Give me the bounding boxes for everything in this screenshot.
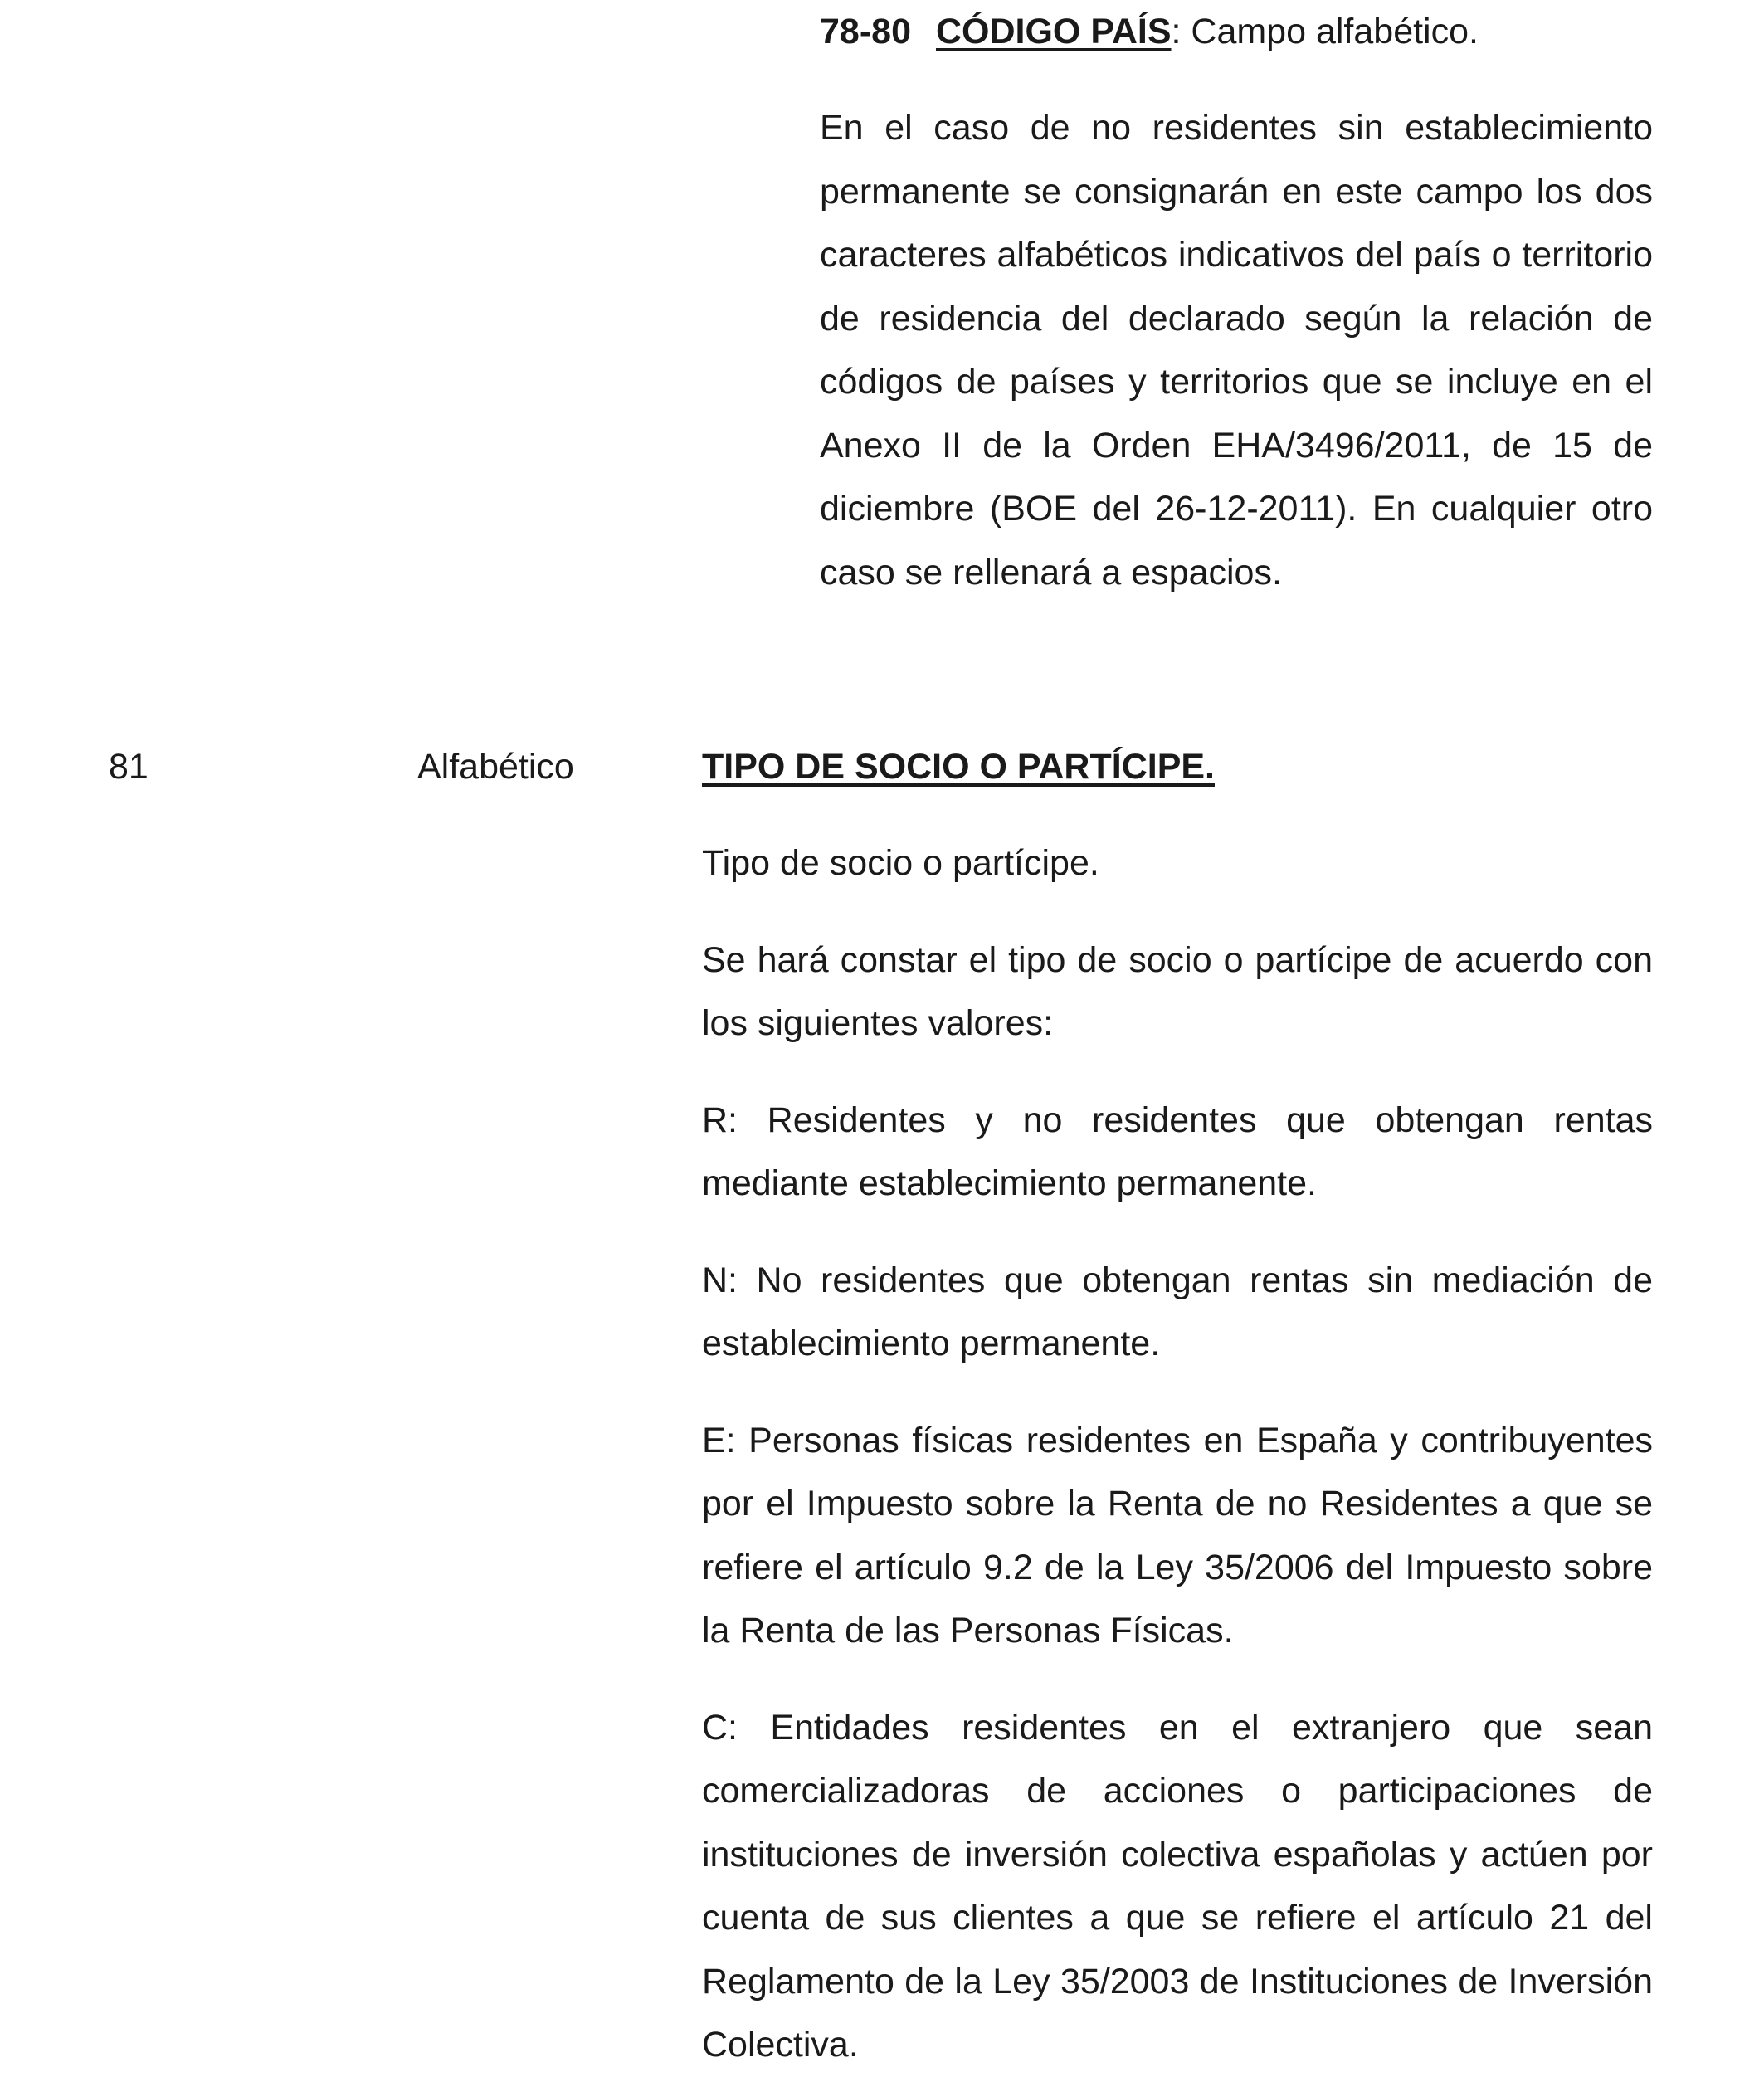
subfield-description: En el caso de no residentes sin establecimiento permanente se consignarán en este campo los dos caracteres alfabéticos indicativos del país o territorio de residencia del declarado según la relación de códigos de países y territorios que se incluye en el Anexo II de la Orden EHA/3496/2011, de 15 de diciembre (BOE del 26-12-2011). En cualquier otro caso se rellenará a espacios. [820,108,1653,592]
field-paragraph-value-e: E: Personas físicas residentes en España y contribuyentes por el Impuesto sobre la Renta de no Residentes a que se refiere el artículo 9.2 de la Ley 35/2006 del Impuesto sobre la Renta de las Personas Físicas. [702,1420,1653,1650]
subfield-title: CÓDIGO PAÍS [935,12,1172,51]
field-position: 81 [109,747,149,787]
subfield-codigo-pais [820,0,1653,604]
field-description-block [702,735,1653,2077]
field-paragraph: Se hará constar el tipo de socio o partícipe de acuerdo con los siguientes valores: [702,939,1653,1043]
field-title: TIPO DE SOCIO O PARTÍCIPE. [702,747,1215,787]
field-type: Alfabético [417,747,574,787]
field-paragraph-value-c: C: Entidades residentes en el extranjero que sean comercializadoras de acciones o participaciones de instituciones de inversión colectiva españolas y actúen por cuenta de sus clientes a que se refiere el artículo 21 del Reglamento de la Ley 35/2003 de Instituciones de Inversión Colectiva. [702,1707,1653,2065]
field-paragraph-value-r: R: Residentes y no residentes que obtengan rentas mediante establecimiento permanente. [702,1099,1653,1203]
subfield-range: 78-80 [820,12,911,51]
subfield-suffix: : Campo alfabético. [1171,12,1479,51]
field-paragraph: Tipo de socio o partícipe. [702,843,1099,883]
subfield-heading [820,0,1653,63]
field-paragraph-value-n: N: No residentes que obtengan rentas sin mediación de establecimiento permanente. [702,1260,1653,1363]
